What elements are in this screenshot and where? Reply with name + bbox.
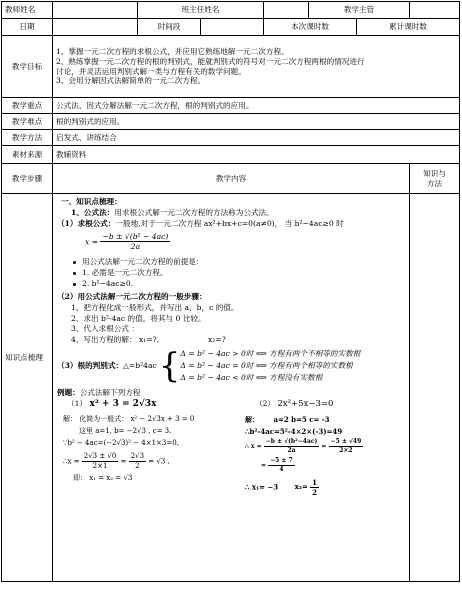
- goals-label: 教学目标: [2, 36, 53, 98]
- difficulties-row: [2, 114, 460, 130]
- time-label: 时间段: [138, 19, 201, 36]
- knowledge-label: 知识点梳理: [2, 194, 53, 582]
- step-1: 1、把方程化成一般形式，并写出 a，b，c 的值。: [71, 302, 239, 312]
- goals-content: [53, 36, 460, 98]
- sol2-line-4: = $\frac{-5 \pm 7}{4}$: [261, 457, 293, 473]
- sol1-line-3: ∵b² − 4ac=(−2√3)² − 4×1×3=0,: [63, 439, 179, 448]
- key-points-row: [2, 98, 460, 114]
- brace-icon: {: [158, 345, 181, 386]
- lesson-hours-label: 本次课时数: [264, 19, 357, 36]
- root-formula-line: [57, 219, 405, 229]
- disc-cases: [180, 349, 360, 383]
- head-teacher-label: 班主任姓名: [138, 2, 264, 19]
- example-equations: [57, 399, 405, 411]
- total-hours-label: 累计课时数: [357, 19, 460, 36]
- disc-case-3: Δ = b² − 4ac < 0时 ⟺ 方程没有实数根: [180, 372, 323, 382]
- content-label: 教学内容: [53, 164, 410, 194]
- goal-item: 讨论，并灵活运用判别式解一类与方程有关的数学问题。: [56, 66, 246, 76]
- date-value[interactable]: [53, 19, 138, 36]
- supervisor-value[interactable]: [410, 2, 460, 19]
- step-2: 2、求出 b²-4ac 的值，将其与 0 比较。: [71, 313, 206, 323]
- example-heading: [57, 388, 405, 398]
- step-4-line: [57, 335, 405, 345]
- root-formula-title: （1）求根公式：: [57, 218, 116, 228]
- steps-header-row: [2, 164, 460, 194]
- supervisor-label: 教学主管: [309, 2, 410, 19]
- key-points-label: 教学重点: [2, 98, 53, 114]
- sol2-line-5: ∴ x₁= −3 x₂= $\frac{1}{2}$: [245, 477, 318, 497]
- date-label: 日期: [2, 19, 53, 36]
- bullet-icon: [73, 261, 76, 264]
- sol1-line-5: 即： x₁ = x₂ = √3: [73, 473, 133, 482]
- ex2-equation: 2x²+5x−3=0: [277, 398, 334, 409]
- goal-item: 1、掌握一元二次方程的求根公式，并应用它熟练地解一元二次方程。: [56, 46, 289, 56]
- root-formula-fraction: [100, 232, 170, 253]
- steps-label: 教学步骤: [2, 164, 53, 194]
- sol1-line-2: 这里 a=1, b= −2√3 , c= 3.: [79, 427, 172, 436]
- method-cell: [410, 194, 460, 582]
- time-value[interactable]: [201, 19, 264, 36]
- goal-item: 2、熟练掌握一元二次方程的根的判别式，能就判别式的符号对一元二次方程两根的情况进行: [56, 56, 365, 66]
- header-row-1: [2, 2, 460, 19]
- prereq-2: 2. b²−4ac≥0.: [82, 279, 134, 289]
- sol1-line-4: ∴x = $\frac{2√3 \pm √0}{2\times 1}$ = $\frac{2√3}{2}$ = √3 ,: [63, 451, 170, 470]
- discriminant-block: [57, 345, 405, 386]
- difficulties-label: 教学难点: [2, 114, 53, 130]
- section-title: 一、知识点梳理：: [61, 197, 122, 206]
- goal-item: 3、会用分解因式法解简单的一元二次方程。: [56, 76, 206, 86]
- sol1-line-1: 解： 化简为一般式： x² − 2√3x + 3 = 0: [63, 415, 195, 424]
- key-points-text: 公式法、因式分解法解一元二次方程，根的判别式的应用。: [53, 98, 460, 114]
- formula-denominator: 2a: [130, 242, 141, 252]
- methods-text: 启发式、讲练结合: [53, 130, 460, 146]
- step-3: 3、代入求根公式 ：: [71, 324, 139, 334]
- disc-symbol: △=b²4ac: [123, 361, 157, 371]
- head-teacher-value[interactable]: [264, 2, 309, 19]
- formula-lhs: x =: [85, 236, 99, 246]
- step-4-a: 4、写出方程的解： x₁=?,: [71, 335, 160, 345]
- prereq-title-line: [57, 257, 405, 267]
- example-text: 公式法解下列方程: [79, 387, 141, 397]
- sol2-line-1: 解： a=2 b=5 c= -3: [245, 415, 330, 425]
- source-row: [2, 146, 460, 164]
- prereq-2-line: [57, 279, 405, 289]
- disc-title: （3）根的判别式：: [57, 361, 124, 371]
- formula-method-line: [57, 208, 405, 218]
- method-column-label: [410, 164, 460, 194]
- source-text: 教辅资料: [53, 146, 460, 164]
- method-label-line-2: 方法: [426, 178, 443, 188]
- prereq-1: 1. 必需是一元二次方程。: [82, 268, 168, 278]
- formula-method-text: 用求根公式解一元二次方程的方法称为公式法。: [114, 207, 274, 217]
- disc-case-1: Δ = b² − 4ac > 0时 ⟺ 方程有两个不相等的实数根: [180, 349, 361, 359]
- difficulties-text: 根的判别式的应用。: [53, 114, 460, 130]
- formula-numerator: −b ± √(b² − 4ac): [102, 231, 169, 241]
- sol2-line-3: ∴ x = $\frac{\text{−b ± √(b²−4ac)}}{2a}$ = $\frac{-5 \pm √49}{2\times 2}$: [245, 438, 362, 455]
- root-formula-text: 一般地,对于一元二次方程 ax²+bx+c=0(a≠0)， 当 b²−4ac≥0 时: [115, 218, 344, 228]
- steps-title: （2）用公式法解一元二次方程的一般步骤：: [57, 291, 207, 301]
- root-formula-display: [57, 232, 405, 253]
- solution-2: [241, 414, 395, 498]
- methods-row: [2, 130, 460, 146]
- example-solutions: [57, 414, 405, 498]
- teacher-name-value[interactable]: [53, 2, 138, 19]
- step-4-b: x₂=?: [208, 335, 226, 345]
- solution-1: [57, 414, 241, 498]
- bullet-icon: [73, 283, 76, 286]
- knowledge-content: [53, 194, 410, 582]
- lesson-plan-table: [1, 1, 460, 582]
- method-label-line-1: 知识与: [423, 168, 446, 178]
- ex2-label: （2）: [255, 398, 276, 408]
- goals-row: [2, 36, 460, 98]
- bullet-icon: [73, 272, 76, 275]
- header-row-2: [2, 19, 460, 36]
- ex1-label: （1）: [67, 398, 88, 408]
- methods-label: 教学方法: [2, 130, 53, 146]
- formula-method-title: 1、公式法：: [71, 207, 115, 217]
- disc-case-2: Δ = b² − 4ac = 0时 ⟺ 方程有两个相等的实数根: [180, 361, 353, 371]
- knowledge-row: [2, 194, 460, 582]
- sol2-line-2: ∴b²-4ac=5²-4×2×(-3)=49: [245, 427, 343, 437]
- prereq-1-line: [57, 268, 405, 278]
- teacher-name-label: 教师姓名: [2, 2, 53, 19]
- source-label: 素材来源: [2, 146, 53, 164]
- example-title: 例题：: [57, 387, 80, 397]
- ex1-equation: x² + 3 = 2√3x: [89, 398, 157, 409]
- prereq-title: 用公式法解一元二次方程的前提是：: [82, 257, 204, 267]
